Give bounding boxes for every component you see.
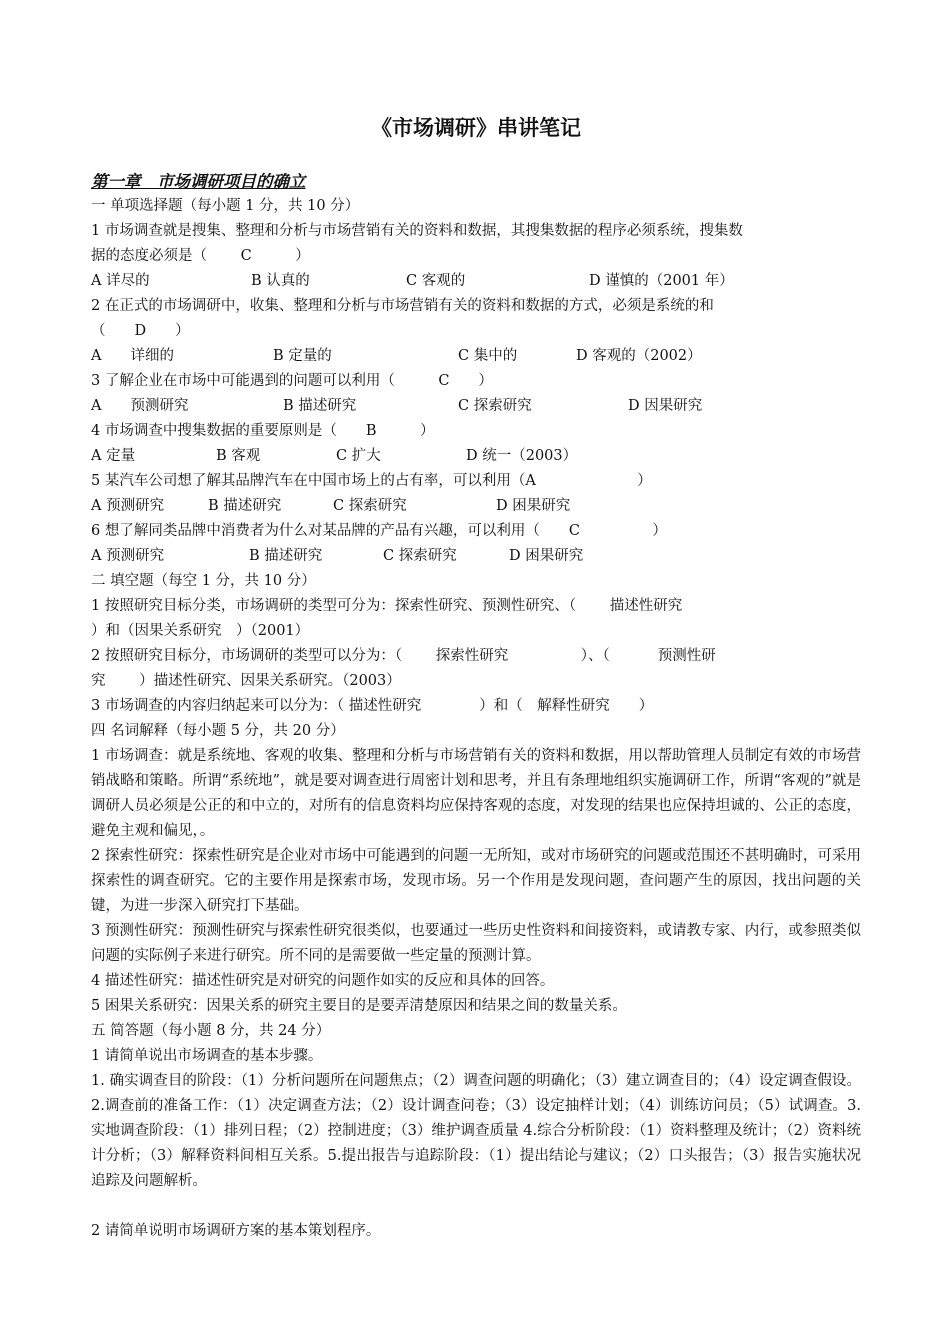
option-b: B 客观 xyxy=(216,448,261,464)
fill-3: 3 市场调查的内容归纳起来可以分为：（ 描述性研究 ）和（ 解释性研究 ） xyxy=(91,698,654,714)
option-d: D 困果研究 xyxy=(509,548,584,564)
option-a: A 详细的 xyxy=(91,348,174,364)
question-5-stem: 5 某汽车公司想了解其品牌汽车在中国市场上的占有率，可以利用（A ） xyxy=(91,473,652,489)
fill-1-line-2: ）和（因果关系研究 ）（2001） xyxy=(91,623,310,639)
option-d: D 困果研究 xyxy=(496,498,571,514)
option-a: A 预测研究 xyxy=(91,398,189,414)
question-6-options xyxy=(91,544,861,569)
option-c: C 集中的 xyxy=(458,348,518,364)
fill-1-line-1: 1 按照研究目标分类，市场调研的类型可分为：探索性研究、预测性研究、（ 描述性研究 xyxy=(91,598,683,614)
option-d: D 因果研究 xyxy=(628,398,703,414)
option-a: A 预测研究 xyxy=(91,548,165,564)
question-1-options xyxy=(91,269,861,294)
short-answer-question-1: 1 请简单说出市场调查的基本步骤。 xyxy=(91,1048,323,1064)
definition-descriptive-research: 4 描述性研究：描述性研究是对研究的问题作如实的反应和具体的回答。 xyxy=(91,973,555,989)
short-answer-1-answer: 1. 确实调查目的阶段：（1）分析问题所在问题焦点；（2）调查问题的明确化；（3）建立调查目的；（4）设定调查假设。2.调查前的准备工作：（1）决定调查方法；（2）设计调查问卷；（3）设定抽样计划；（4）训练访问员；（5）试调查。3.实地调查阶段：（1）排列日程；（2）控制进度；（3）维护调查质量 4.综合分析阶段：（1）资料整理及统计；（2）资料统计分析；（3）解释资料间相互关系。5.提出报告与追踪阶段：（1）提出结论与建议；（2）口头报告；（3）报告实施状况追踪及问题解析。 xyxy=(91,1073,861,1189)
question-1-stem-line-1: 1 市场调查就是搜集、整理和分析与市场营销有关的资料和数据，其搜集数据的程序必须系统，搜集数 xyxy=(91,223,743,239)
option-c: C 探索研究 xyxy=(333,498,407,514)
option-d: D 谨慎的（2001 年） xyxy=(589,273,734,289)
question-2-stem-line-1: 2 在正式的市场调研中，收集、整理和分析与市场营销有关的资料和数据的方式，必须是系统的和 xyxy=(91,298,714,314)
option-b: B 描述研究 xyxy=(283,398,357,414)
option-a: A 预测研究 xyxy=(91,498,165,514)
question-6-stem: 6 想了解同类品牌中消费者为什么对某品牌的产品有兴趣，可以利用（ C ） xyxy=(91,523,667,539)
question-2-stem-line-2: （ D ） xyxy=(91,323,190,339)
question-4-stem: 4 市场调查中搜集数据的重要原则是（ B ） xyxy=(91,423,435,439)
short-answer-question-2: 2 请简单说明市场调研方案的基本策划程序。 xyxy=(91,1223,381,1239)
option-b: B 定量的 xyxy=(273,348,332,364)
blank-line xyxy=(91,1194,861,1219)
chapter-heading: 第一章 市场调研项目的确立 xyxy=(91,172,306,191)
document-page xyxy=(91,112,861,1244)
section-heading-short-answer: 五 简答题（每小题 8 分，共 24 分） xyxy=(91,1023,331,1039)
section-heading-single-choice: 一 单项选择题（每小题 1 分，共 10 分） xyxy=(91,198,360,214)
option-b: B 认真的 xyxy=(251,273,310,289)
question-4-options xyxy=(91,444,861,469)
fill-2-line-1: 2 按照研究目标分，市场调研的类型可以分为：（ 探索性研究 ）、（ 预测性研 xyxy=(91,648,716,664)
question-3-options xyxy=(91,394,861,419)
document-title: 《市场调研》串讲笔记 xyxy=(371,116,581,140)
option-c: C 客观的 xyxy=(406,273,466,289)
option-a: A 定量 xyxy=(91,448,136,464)
option-b: B 描述研究 xyxy=(208,498,282,514)
option-c: C 扩大 xyxy=(336,448,381,464)
definition-exploratory-research: 2 探索性研究：探索性研究是企业对市场中可能遇到的问题一无所知，或对市场研究的问题或范围还不甚明确时，可采用探索性的调查研究。它的主要作用是探索市场，发现市场。另一个作用是发现问题，查问题产生的原因，找出问题的关键，为进一步深入研究打下基础。 xyxy=(91,848,861,914)
definition-causal-research: 5 困果关系研究：因果关系的研究主要目的是要弄清楚原因和结果之间的数量关系。 xyxy=(91,998,627,1014)
question-5-options xyxy=(91,494,861,519)
option-b: B 描述研究 xyxy=(249,548,323,564)
option-d: D 统一（2003） xyxy=(466,448,578,464)
definition-market-survey: 1 市场调查：就是系统地、客观的收集、整理和分析与市场营销有关的资料和数据，用以帮助管理人员制定有效的市场营销战略和策略。所谓“系统地”，就是要对调查进行周密计划和思考，并且有条理地组织实施调研工作，所谓“客观的”就是调研人员必须是公正的和中立的，对所有的信息资料均应保持客观的态度，对发现的结果也应保持坦诚的、公正的态度，避免主观和偏见，。 xyxy=(91,748,861,839)
definition-predictive-research: 3 预测性研究：预测性研究与探索性研究很类似，也要通过一些历史性资料和间接资料，或请教专家、内行，或参照类似问题的实际例子来进行研究。所不同的是需要做一些定量的预测计算。 xyxy=(91,923,861,964)
fill-2-line-2: 究 ）描述性研究、因果关系研究。（2003） xyxy=(91,673,401,689)
section-heading-fill-in: 二 填空题（每空 1 分，共 10 分） xyxy=(91,573,316,589)
question-3-stem: 3 了解企业在市场中可能遇到的问题可以利用（ C ） xyxy=(91,373,493,389)
option-a: A 详尽的 xyxy=(91,273,150,289)
option-d: D 客观的（2002） xyxy=(576,348,702,364)
question-1-stem-line-2: 据的态度必须是（ C ） xyxy=(91,248,310,264)
option-c: C 探索研究 xyxy=(383,548,457,564)
option-c: C 探索研究 xyxy=(458,398,532,414)
question-2-options xyxy=(91,344,861,369)
section-heading-definitions: 四 名词解释（每小题 5 分，共 20 分） xyxy=(91,723,345,739)
